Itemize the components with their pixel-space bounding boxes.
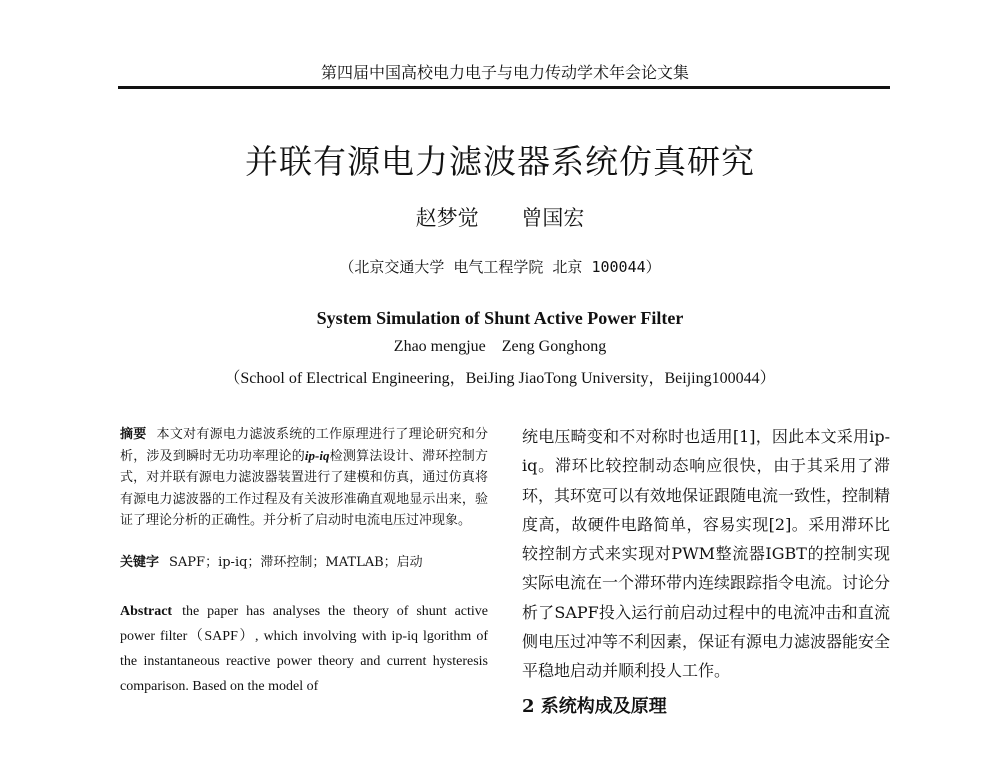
abstract-cn xyxy=(120,424,488,531)
body-paragraph: 统电压畸变和不对称时也适用[1]，因此本文采用ip-iq。滞环比较控制动态响应很快，由于其采用了滞环，其环宽可以有效地保证跟随电流一致性，控制精度高，故硬件电路简单，容易实现[2]。采用滞环比较控制方式来实现对PWM整流器IGBT的控制实现实际电流在一个滞环带内连续跟踪指令电流。讨论分析了SAPF投入运行前启动过程中的电流冲击和直流侧电压过冲等不利因素，保证有源电力滤波器能安全平稳地启动并顺利投人工作。 xyxy=(522,427,891,681)
paper-title: 并联有源电力滤波器系统仿真研究 xyxy=(245,142,755,181)
keywords-label: 关键字 xyxy=(120,555,160,571)
author: Zhao mengjue xyxy=(393,338,486,355)
english-affiliation: （School of Electrical Engineering，BeiJing JiaoTong University，Beijing100044） xyxy=(224,370,776,387)
abstract-text: 检测算法设计、滞环控制方式，对并联有源电力滤波器装置进行了建模和仿真，通过仿真将有源电力滤波器的工作过程及有关波形准确直观地显示出来，验证了理论分析的正确性。并分析了启动时电流电压过冲现象。 xyxy=(120,449,488,528)
author: 曾国宏 xyxy=(521,206,585,230)
authors xyxy=(0,202,1000,232)
author: 赵梦觉 xyxy=(415,206,479,230)
abstract-en-text: the paper has analyses the theory of shunt active power filter（SAPF）, which involving with ip-iq lgorithm of the instantaneous reactive power theory and current hysteresis comparison. Based on the model of xyxy=(120,604,488,695)
section-heading: 2 系统构成及原理 xyxy=(522,695,667,717)
formula: ip-iq xyxy=(304,448,330,464)
running-header: 第四届中国高校电力电子与电力传动学术年会论文集 xyxy=(320,63,689,82)
left-column xyxy=(120,424,488,699)
abstract-en-label: Abstract xyxy=(120,604,173,620)
english-authors xyxy=(0,338,1000,356)
abstract-en xyxy=(120,599,488,699)
author: Zeng Gonghong xyxy=(501,338,607,355)
abstract-text: 本文对有源电力滤波系统的工作原理进行了理论研究和分析，涉及到瞬时无功功率理论的 xyxy=(120,427,488,465)
english-title: System Simulation of Shunt Active Power Filter xyxy=(316,308,684,328)
affiliation: （北京交通大学 电气工程学院 北京 100044） xyxy=(339,258,661,276)
keywords xyxy=(120,552,488,573)
header-rule xyxy=(118,86,890,89)
abstract-label: 摘要 xyxy=(120,427,147,442)
right-column xyxy=(522,422,890,721)
keywords-text: SAPF；ip-iq；滞环控制；MATLAB；启动 xyxy=(169,555,423,571)
